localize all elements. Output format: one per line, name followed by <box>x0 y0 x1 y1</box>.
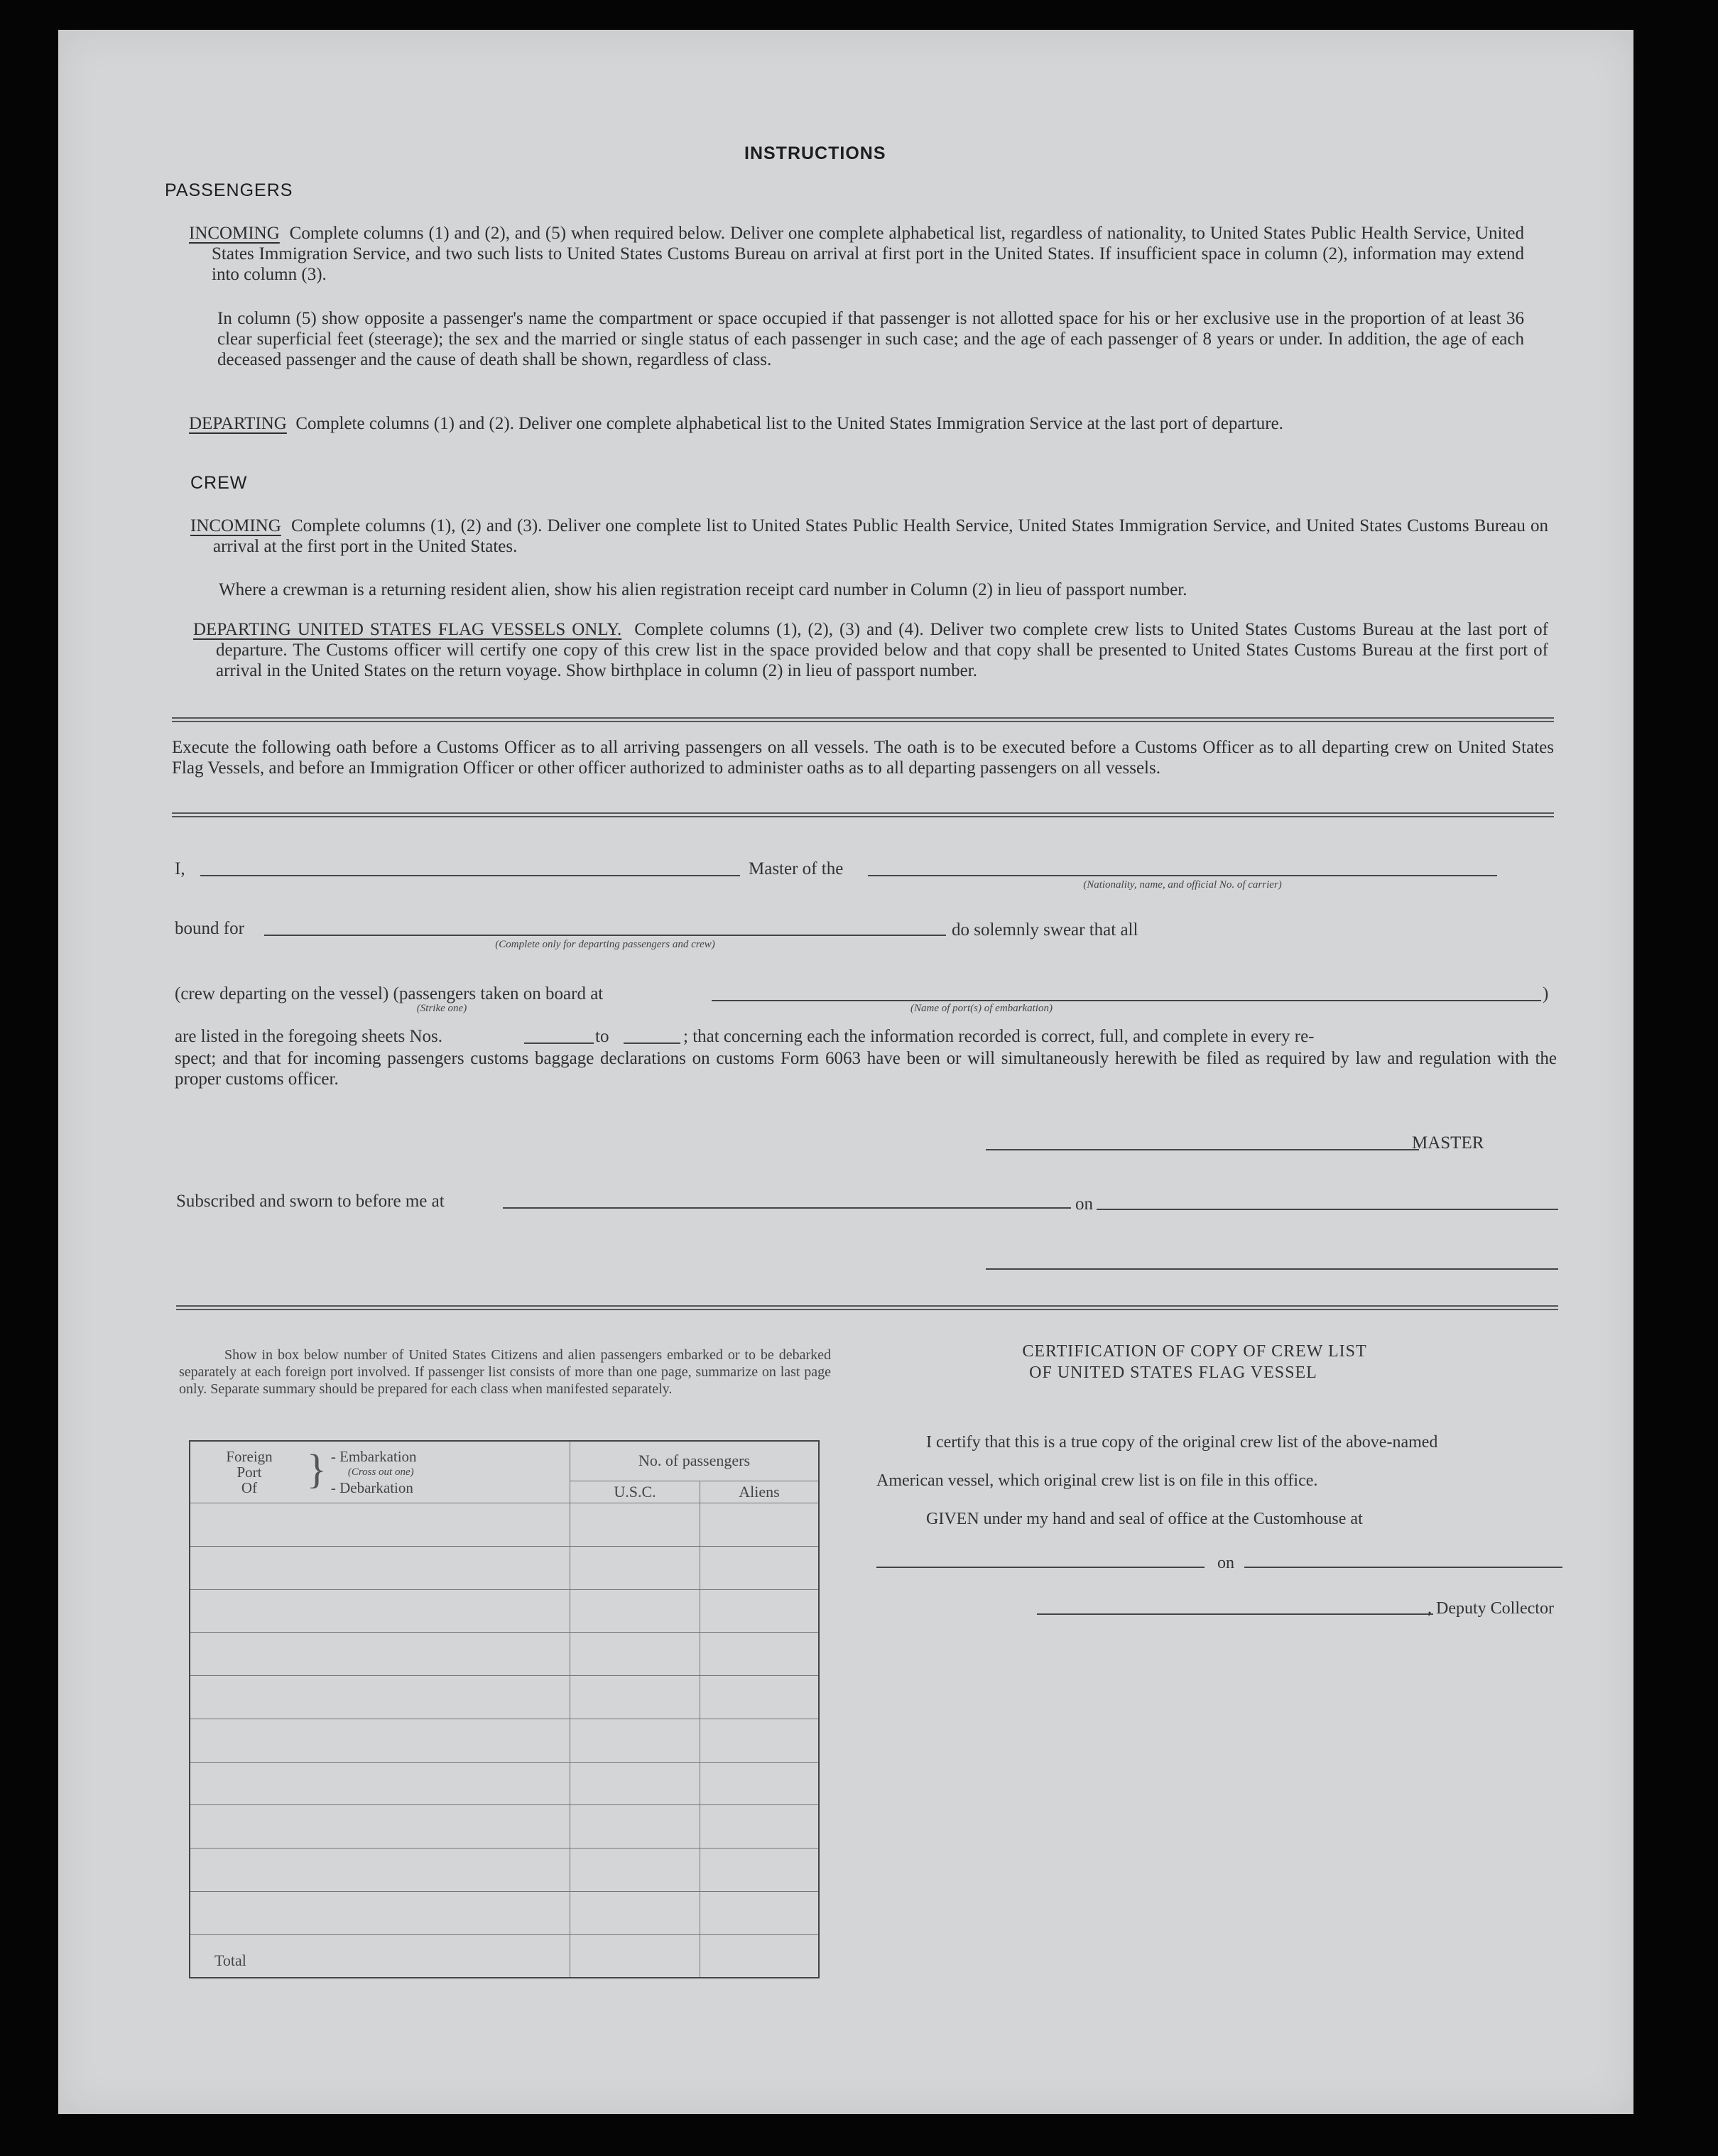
port-caption: (Name of port(s) of embarkation) <box>910 1003 1053 1014</box>
embarkation-options <box>331 1449 417 1496</box>
table-row[interactable] <box>190 1633 819 1676</box>
certification-title-2: OF UNITED STATES FLAG VESSEL <box>1029 1363 1317 1382</box>
given-text: GIVEN under my hand and seal of office at the Customhouse at <box>926 1510 1363 1528</box>
no-of-passengers-header: No. of passengers <box>570 1441 820 1481</box>
table-row[interactable] <box>190 1891 819 1934</box>
departing-text: Complete columns (1) and (2). Deliver one complete alphabetical list to the United States Immigration Service at the last port of departure. <box>295 414 1283 433</box>
nationality-caption: (Nationality, name, and official No. of carrier) <box>1083 879 1282 891</box>
embarkation-port-field[interactable] <box>712 1000 1541 1001</box>
total-row <box>190 1934 819 1978</box>
cross-out-label: (Cross out one) <box>347 1466 414 1478</box>
aliens-header: Aliens <box>700 1481 820 1503</box>
master-label: MASTER <box>1412 1133 1484 1153</box>
i-label: I, <box>175 859 185 878</box>
certification-title-1: CERTIFICATION OF COPY OF CREW LIST <box>1022 1342 1367 1361</box>
certify-text-2: American vessel, which original crew list is on file in this office. <box>876 1471 1318 1490</box>
incoming-text: Complete columns (1) and (2), and (5) when required below. Deliver one complete alphabetical list, regardless of nationality, to United States Public Health Service, United States Immigration Service, and two such lists to United States Customs Bureau on arrival at first port in the United States. If insufficient space in column (2), information may extend into column (3). <box>212 224 1525 284</box>
passengers-departing-paragraph <box>189 413 1547 434</box>
table-row[interactable] <box>190 1589 819 1633</box>
table-row[interactable] <box>190 1719 819 1762</box>
listed-label: are listed in the foregoing sheets Nos. <box>175 1027 442 1046</box>
deputy-signature-field[interactable] <box>1037 1613 1433 1615</box>
port-header-cell <box>190 1441 570 1503</box>
flag-label: DEPARTING UNITED STATES FLAG VESSELS ONLY. <box>193 620 622 639</box>
subscribed-on-label: on <box>1075 1194 1093 1214</box>
table-row[interactable] <box>190 1503 819 1546</box>
passenger-summary-table <box>189 1440 820 1978</box>
debarkation-label: - Debarkation <box>330 1479 413 1496</box>
crew-departing-label: (crew departing on the vessel) (passengers taken on board at <box>175 984 604 1003</box>
bound-for-label: bound for <box>175 919 244 938</box>
table-row[interactable] <box>190 1762 819 1805</box>
master-of-label: Master of the <box>749 859 844 878</box>
double-rule-3 <box>176 1305 1558 1310</box>
certification-on-label: on <box>1217 1554 1234 1572</box>
usc-header: U.S.C. <box>570 1481 700 1503</box>
subscribed-on-field[interactable] <box>1097 1209 1558 1210</box>
brace: } <box>307 1446 327 1492</box>
table-row[interactable] <box>190 1676 819 1719</box>
complete-caption: (Complete only for departing passengers and crew) <box>495 939 715 950</box>
double-rule-2 <box>172 812 1554 817</box>
master-signature-field[interactable] <box>986 1149 1419 1150</box>
execute-oath-paragraph: Execute the following oath before a Customs Officer as to all arriving passengers on all vessels. The oath is to be executed before a Customs Officer as to all departing crew on United States Flag Vessels, and before an Immigration Officer or other officer authorized to administer oaths as to all departing passengers on all vessels. <box>172 738 1554 778</box>
crew-incoming-text: Complete columns (1), (2) and (3). Deliver one complete list to United States Public Health Service, United States Immigration Service, and United States Customs Bureau on arrival at the first port in the United States. <box>213 516 1548 556</box>
close-paren: ) <box>1543 984 1549 1003</box>
show-through-stamp <box>1266 64 1269 79</box>
master-name-field[interactable] <box>200 875 740 876</box>
customhouse-field[interactable] <box>876 1567 1205 1568</box>
table-row[interactable] <box>190 1849 819 1892</box>
total-label: Total <box>190 1934 570 1978</box>
certification-date-field[interactable] <box>1244 1567 1562 1568</box>
departing-label: DEPARTING <box>189 414 287 433</box>
listed-to-label: to <box>595 1027 609 1046</box>
passengers-incoming-paragraph <box>189 223 1524 285</box>
flag-vessels-paragraph <box>193 619 1548 681</box>
crew-incoming-label: INCOMING <box>190 516 281 535</box>
sheet-to-field[interactable] <box>624 1042 680 1044</box>
officer-signature-field[interactable] <box>986 1268 1558 1270</box>
certify-text-1: I certify that this is a true copy of the original crew list of the above-named <box>926 1433 1438 1452</box>
listed-text-2: ; that concerning each the information recorded is correct, full, and complete in every re- <box>683 1027 1315 1046</box>
double-rule-1 <box>172 717 1554 722</box>
subscribed-at-field[interactable] <box>503 1207 1071 1209</box>
sheet-from-field[interactable] <box>524 1042 594 1044</box>
flag-text: Complete columns (1), (2), (3) and (4). Deliver two complete crew lists to United States Customs Bureau at the last port of departure. The Customs officer will certify one copy of this crew list in the space provided below and that copy shall be presented to United States Customs Bureau at the first port of arrival in the United States on the return voyage. Show birthplace in column (2) in lieu of passport number. <box>216 620 1548 680</box>
table-row[interactable] <box>190 1805 819 1849</box>
crewman-paragraph: Where a crewman is a returning resident alien, show his alien registration receipt card number in Column (2) in lieu of passport number. <box>219 580 1187 599</box>
incoming-label: INCOMING <box>189 224 280 243</box>
form-sheet <box>58 30 1633 2114</box>
subscribed-label: Subscribed and sworn to before me at <box>176 1192 445 1211</box>
crew-heading: CREW <box>190 473 248 493</box>
bound-for-field[interactable] <box>264 935 946 936</box>
carrier-field[interactable] <box>868 875 1497 876</box>
listed-text-3: spect; and that for incoming passengers customs baggage declarations on customs Form 6063 have been or will simultaneously herewith be filed as required by law and regulation with the proper customs officer. <box>175 1049 1557 1089</box>
crew-incoming-paragraph <box>190 516 1548 557</box>
strike-caption: (Strike one) <box>416 1003 467 1014</box>
column5-paragraph: In column (5) show opposite a passenger's name the compartment or space occupied if that passenger is not allotted space for his or her exclusive use in the proportion of at least 36 clear superficial feet (steerage); the sex and the married or single status of each passenger in such case; and the age of each passenger of 8 years or under. In addition, the age of each deceased passenger and the cause of death shall be shown, regardless of class. <box>217 309 1524 369</box>
passengers-heading: PASSENGERS <box>165 180 293 200</box>
swear-label: do solemnly swear that all <box>952 920 1138 940</box>
table-row[interactable] <box>190 1546 819 1589</box>
deputy-collector-label: , Deputy Collector <box>1428 1599 1554 1618</box>
instructions-title: INSTRUCTIONS <box>744 143 886 163</box>
embarkation-label: - Embarkation <box>330 1448 417 1465</box>
summary-instructions: Show in box below number of United States Citizens and alien passengers embarked or to be debarked separately at each foreign port involved. If passenger list consists of more than one page, summarize on last page only. Separate summary should be prepared for each class when manifested separately. <box>179 1347 831 1397</box>
foreign-port-of: Foreign Port Of <box>226 1448 273 1496</box>
